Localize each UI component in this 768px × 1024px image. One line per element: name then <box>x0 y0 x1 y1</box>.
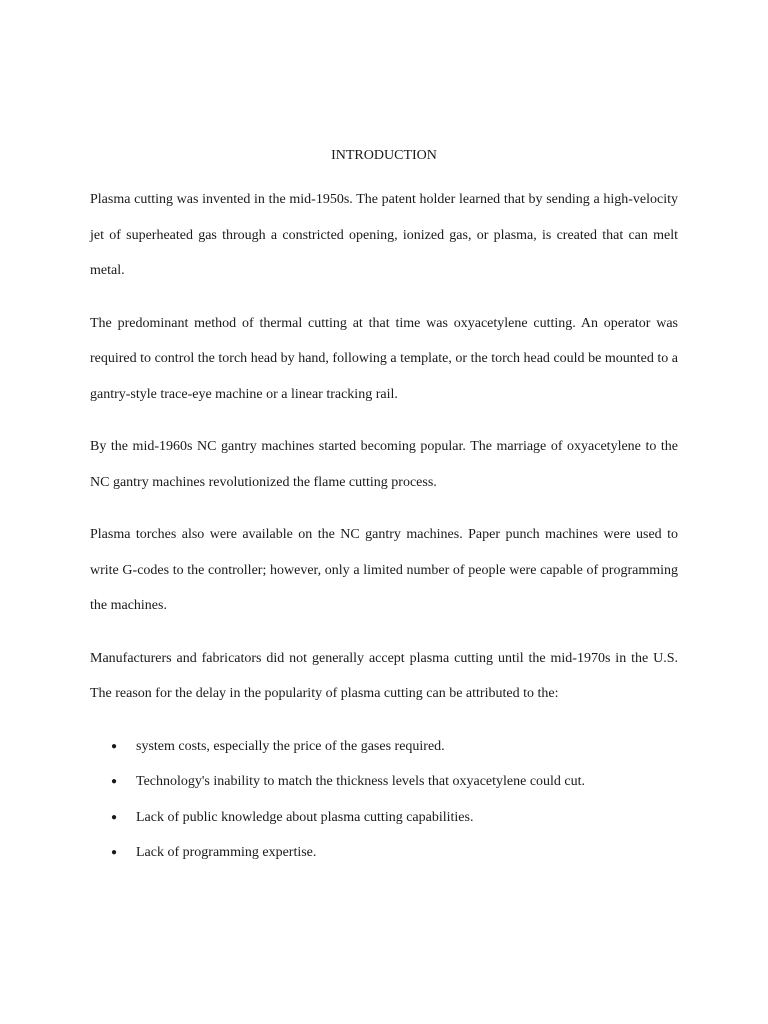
list-item-system-costs <box>90 729 678 765</box>
paragraph-oxyacetylene-method: The predominant method of thermal cutting at that time was oxyacetylene cutting. An operator was required to control the torch head by hand, following a template, or the torch head could be mounted to a gantry-style trace-eye machine or a linear tracking rail. <box>90 315 678 402</box>
document-heading: INTRODUCTION <box>331 148 437 163</box>
bullet-icon: ● <box>111 847 118 858</box>
list-item-technology-inability <box>90 764 678 800</box>
paragraph-plasma-torches: Plasma torches also were available on the NC gantry machines. Paper punch machines were used to write G-codes to the controller; however, only a limited number of people were capable of programming the machines. <box>90 527 678 613</box>
paragraph-plasma-invention: Plasma cutting was invented in the mid-1950s. The patent holder learned that by sending a high-velocity jet of superheated gas through a constricted opening, ionized gas, or plasma, is created that can melt metal. <box>90 192 678 278</box>
list-item-text: Lack of programming expertise. <box>136 845 317 860</box>
list-item-text: system costs, especially the price of the gases required. <box>136 738 445 754</box>
paragraph-nc-gantry: By the mid-1960s NC gantry machines started becoming popular. The marriage of oxyacetylene to the NC gantry machines revolutionized the flame cutting process. <box>90 439 678 490</box>
bullet-icon: ● <box>111 740 118 752</box>
bullet-icon: ● <box>111 811 118 823</box>
reasons-list <box>90 729 678 871</box>
list-item-text: Technology's inability to match the thickness levels that oxyacetylene could cut. <box>136 774 586 789</box>
list-item-text: Lack of public knowledge about plasma cutting capabilities. <box>136 809 474 825</box>
paragraph-adoption-delay: Manufacturers and fabricators did not generally accept plasma cutting until the mid-1970s in the U.S. The reason for the delay in the popularity of plasma cutting can be attributed to the: <box>90 650 678 701</box>
bullet-icon: ● <box>111 776 118 787</box>
list-item-programming-expertise <box>90 835 678 871</box>
list-item-public-knowledge <box>90 800 678 836</box>
